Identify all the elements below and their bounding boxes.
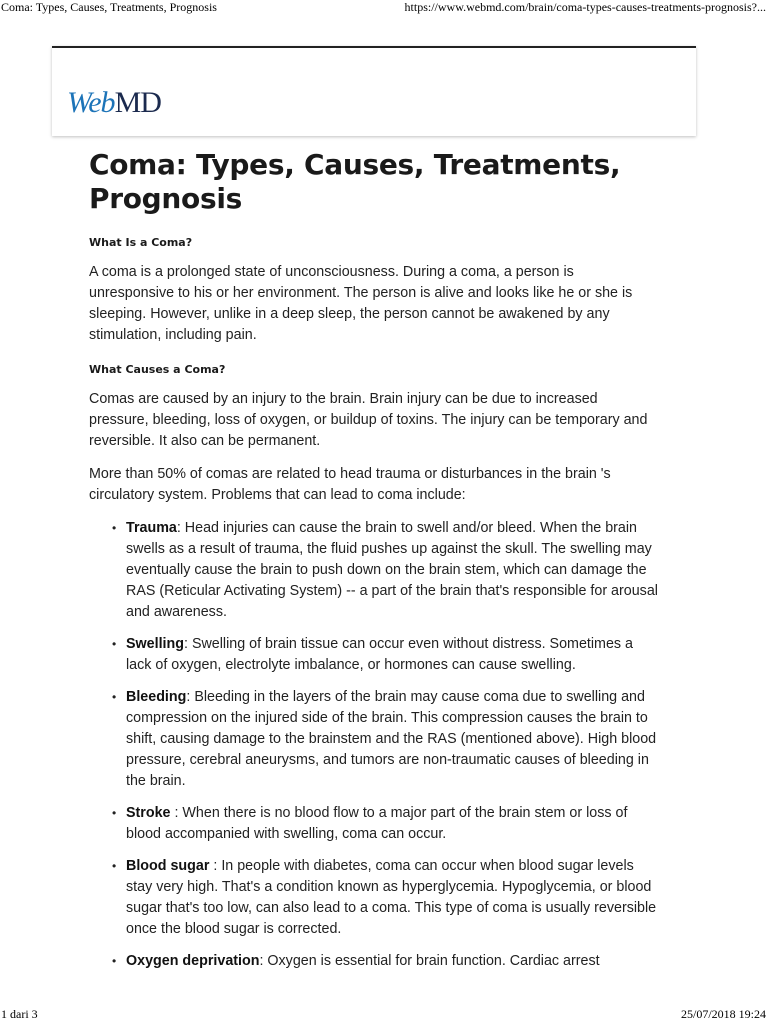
webmd-logo[interactable] xyxy=(67,88,161,118)
print-footer-datetime: 25/07/2018 19:24 xyxy=(680,1007,766,1021)
list-item xyxy=(89,951,659,972)
list-item-term: Swelling xyxy=(126,636,184,652)
list-item-text: : Oxygen is essential for brain function. Cardiac arrest xyxy=(259,953,600,969)
list-item xyxy=(89,518,659,623)
print-footer xyxy=(0,1008,768,1024)
bullet-icon: • xyxy=(112,690,117,704)
causes-list xyxy=(89,518,659,972)
section-heading-causes: What Causes a Coma? xyxy=(89,363,226,376)
logo-md: MD xyxy=(114,86,161,119)
list-item-text: : In people with diabetes, coma can occur when blood sugar levels stay very high. That's a condition known as hyperglycemia. Hypoglycemia, or blood sugar that's too low, can also lead to a coma. This type of coma is usually reversible once the blood sugar is corrected. xyxy=(126,858,657,937)
article-title: Coma: Types, Causes, Treatments, Prognosis xyxy=(89,148,621,215)
list-item xyxy=(89,687,659,792)
list-item xyxy=(89,634,659,676)
list-item-term: Blood sugar xyxy=(126,858,210,874)
bullet-icon: • xyxy=(112,521,117,535)
paragraph-causes-1: Comas are caused by an injury to the brain. Brain injury can be due to increased pressure, bleeding, loss of oxygen, or buildup of toxins. The injury can be temporary and reversible. It also can be permanent. xyxy=(89,391,648,449)
site-header-card xyxy=(52,46,696,136)
list-item-text: : Head injuries can cause the brain to swell and/or bleed. When the brain swells as a result of trauma, the fluid pushes up against the skull. The swelling may eventually cause the brain to push down on the brain stem, which can damage the RAS (Reticular Activating System) -- a part of the brain that's responsible for arousal and awareness. xyxy=(126,520,658,620)
section-heading-what-is: What Is a Coma? xyxy=(89,236,193,249)
paragraph-causes-2: More than 50% of comas are related to head trauma or disturbances in the brain 's circulatory system. Problems that can lead to coma include: xyxy=(89,466,611,503)
bullet-icon: • xyxy=(112,954,117,968)
list-item-term: Bleeding xyxy=(126,689,187,705)
logo-web: Web xyxy=(67,86,115,119)
bullet-icon: • xyxy=(112,806,117,820)
list-item-term: Oxygen deprivation xyxy=(126,953,260,969)
list-item-text: : Bleeding in the layers of the brain may cause coma due to swelling and compression on the injured side of the brain. This compression causes the brain to shift, causing damage to the brainstem and the RAS (mentioned above). High blood pressure, cerebral aneurysms, and tumors are non-traumatic causes of bleeding in the brain. xyxy=(126,689,657,789)
list-item xyxy=(89,856,659,940)
bullet-icon: • xyxy=(112,859,117,873)
paragraph-what-is: A coma is a prolonged state of unconsciousness. During a coma, a person is unresponsive to his or her environment. The person is alive and looks like he or she is sleeping. However, unlike in a deep sleep, the person cannot be awakened by any stimulation, including pain. xyxy=(89,264,633,343)
print-header xyxy=(0,0,768,16)
list-item-text: : Swelling of brain tissue can occur even without distress. Sometimes a lack of oxygen, electrolyte imbalance, or hormones can cause swelling. xyxy=(126,636,633,673)
print-header-title: Coma: Types, Causes, Treatments, Prognosis xyxy=(1,0,217,14)
list-item-text: : When there is no blood flow to a major part of the brain stem or loss of blood accompanied with swelling, coma can occur. xyxy=(126,805,628,842)
print-header-url[interactable]: https://www.webmd.com/brain/coma-types-causes-treatments-prognosis?... xyxy=(404,0,766,14)
list-item xyxy=(89,803,659,845)
print-footer-page: 1 dari 3 xyxy=(1,1007,38,1021)
bullet-icon: • xyxy=(112,637,117,651)
article-content xyxy=(89,148,659,972)
list-item-term: Trauma xyxy=(126,520,177,536)
list-item-term: Stroke xyxy=(126,805,171,821)
